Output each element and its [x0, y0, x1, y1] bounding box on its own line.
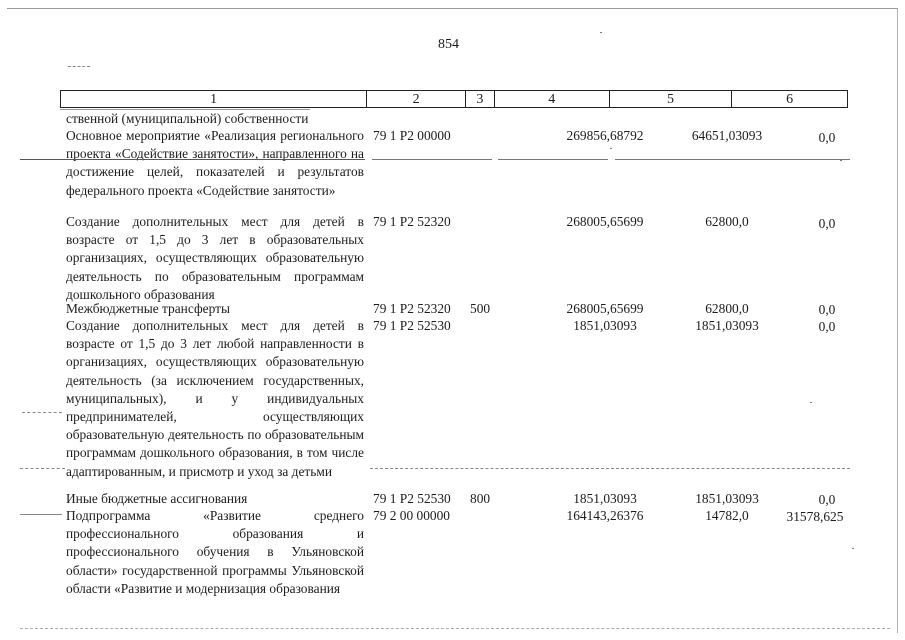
row-value-6: 0,0	[818, 319, 836, 334]
row-code: 79 1 P2 52530	[373, 491, 451, 506]
row-value-6: 0,0	[818, 216, 836, 231]
row-rule	[20, 159, 365, 160]
row-value-5: 14782,0	[705, 508, 749, 523]
scan-speck	[840, 160, 842, 161]
header-col-6: 6	[786, 92, 794, 107]
row-kvr: 800	[470, 491, 491, 506]
scan-speck	[810, 402, 812, 403]
row-description: Подпрограмма «Развитие среднего профессионального образования и профессионального обучения в Ульяновской области» государственной программы Ульяновской области «Развитие и модернизация образования	[66, 508, 364, 596]
row-description: Иные бюджетные ассигнования	[66, 491, 248, 506]
row-value-5: 62800,0	[705, 301, 749, 316]
row-code: 79 1 P2 00000	[373, 128, 451, 143]
row-value-6: 0,0	[818, 492, 836, 507]
row-kvr: 500	[470, 301, 491, 316]
row-value-4: 268005,65699	[566, 301, 644, 316]
row-code: 79 1 P2 52530	[373, 318, 451, 333]
scan-mark	[370, 468, 850, 469]
scan-mark	[20, 514, 62, 515]
header-col-4: 4	[495, 91, 610, 107]
row-value-4: 269856,68792	[566, 128, 644, 143]
header-col-2: 2	[367, 91, 466, 107]
row-rule	[372, 159, 492, 160]
row-value-4: 1851,03093	[573, 491, 637, 506]
scan-speck	[600, 32, 602, 33]
row-value-6: 0,0	[818, 302, 836, 317]
scan-mark	[22, 412, 62, 413]
header-col-3: 3	[466, 91, 495, 107]
row-value-4: 1851,03093	[573, 318, 637, 333]
row-value-6: 0,0	[818, 130, 836, 145]
row-value-5: 1851,03093	[695, 491, 759, 506]
row-value-4: 268005,65699	[566, 214, 644, 229]
header-col-5: 5	[610, 91, 733, 107]
row-rule	[498, 159, 608, 160]
table-header	[60, 90, 848, 108]
row-value-5: 1851,03093	[695, 318, 759, 333]
header-underline	[60, 109, 310, 110]
row-description: Создание дополнительных мест для детей в возрасте от 1,5 до 3 лет любой направленности в организациях, осуществляющих образовательную деятельность (за исключением государственных, муниципальных), и у индивидуальных предпринимателей, осуществляющих образовательную деятельность по образовательным программам дошкольного образования, в том числе адаптированным, и присмотр и уход за детьми	[66, 318, 364, 479]
row-code: 79 2 00 00000	[373, 508, 450, 523]
header-col-1: 1	[61, 91, 367, 107]
scan-speck	[610, 148, 612, 149]
row-value-6: 31578,625	[786, 509, 844, 524]
scan-speck	[852, 548, 854, 549]
row-code: 79 1 P2 52320	[373, 301, 451, 316]
row-description: Создание дополнительных мест для детей в возрасте от 1,5 до 3 лет в образовательных организациях, осуществляющих образовательную деятельность по образовательным программам дошкольного образования	[66, 214, 364, 302]
row-rule	[615, 159, 850, 160]
row-description: ственной (муниципальной) собственности	[66, 111, 309, 126]
row-code: 79 1 P2 52320	[373, 214, 451, 229]
scan-mark	[20, 628, 890, 629]
row-description: Межбюджетные трансферты	[66, 301, 230, 316]
row-value-5: 62800,0	[705, 214, 749, 229]
scan-mark	[20, 468, 65, 469]
page-number: 854	[438, 37, 459, 52]
scan-mark	[68, 66, 90, 67]
row-description: Основное мероприятие «Реализация регионального проекта «Содействие занятости», направленного на достижение целей, показателей и результатов федерального проекта «Содействие занятости»	[66, 128, 364, 198]
row-value-5: 64651,03093	[691, 128, 763, 143]
row-value-4: 164143,26376	[566, 508, 644, 523]
